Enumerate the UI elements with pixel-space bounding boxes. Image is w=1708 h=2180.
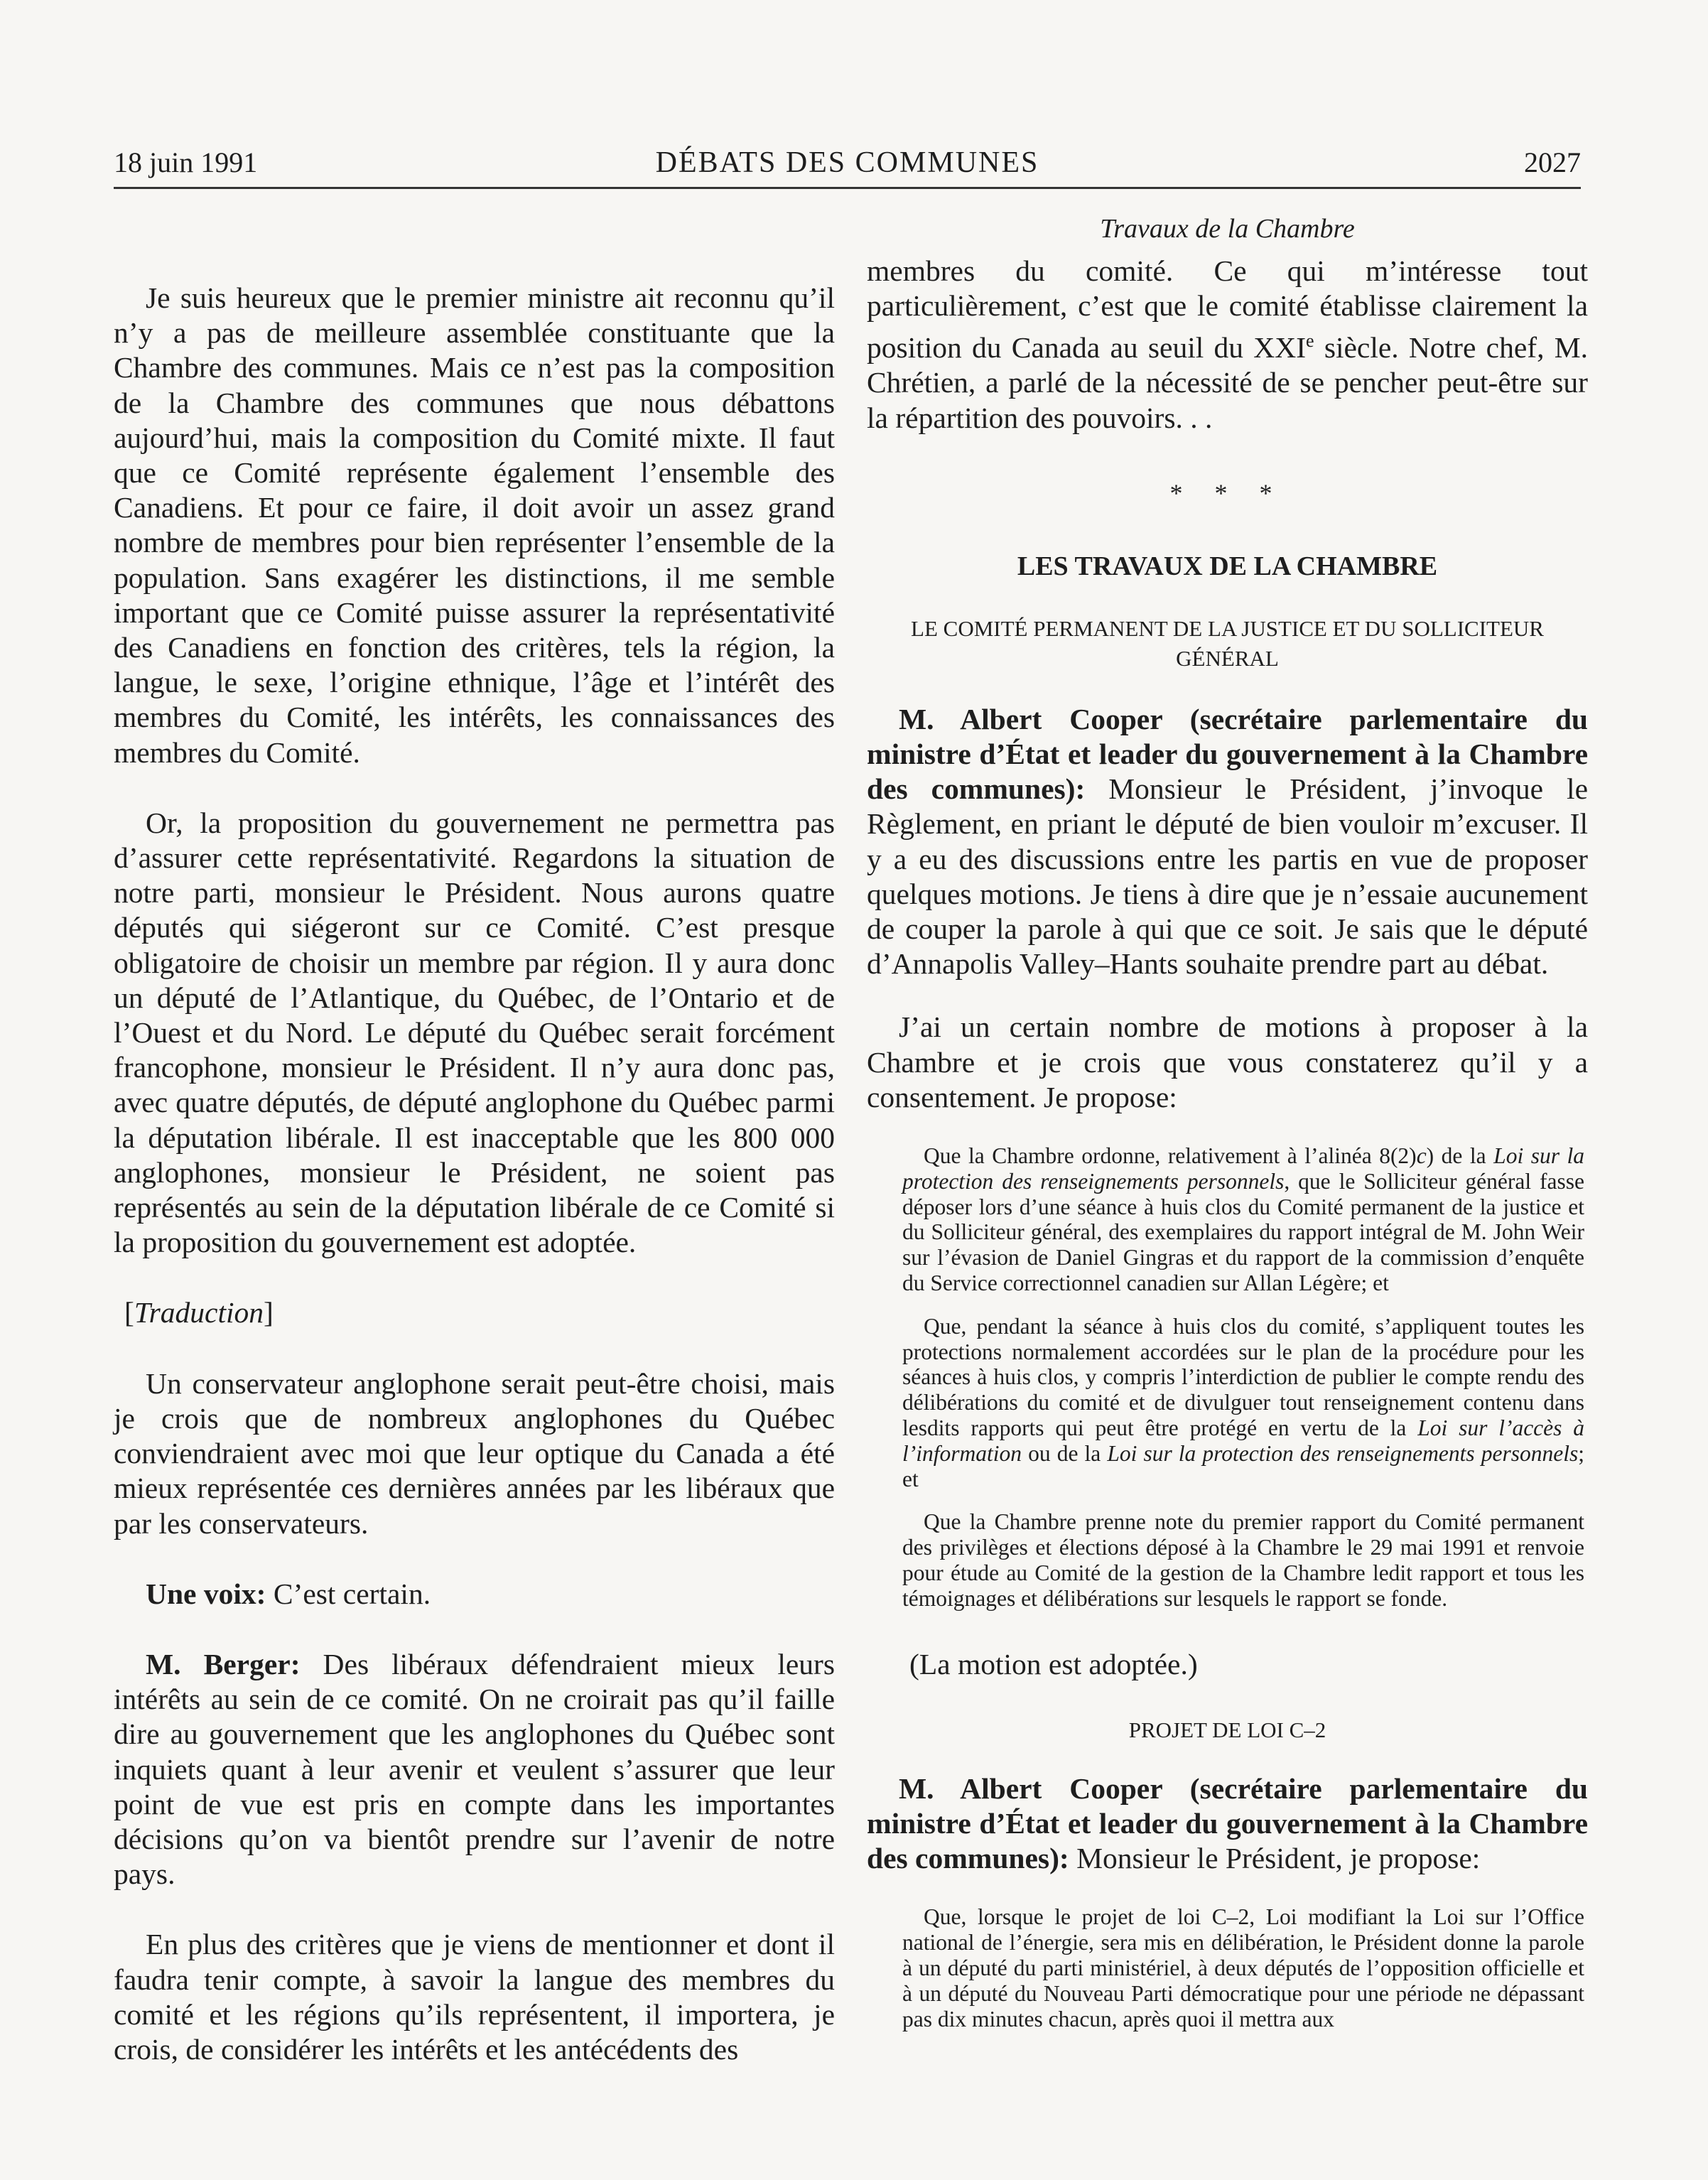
speech-text: C’est certain. — [266, 1577, 431, 1610]
paragraph — [867, 254, 1588, 436]
motion-fragment: Que la Chambre ordonne, relativement à l’alinéa 8(2) — [924, 1143, 1417, 1169]
law-title: Loi sur la protection des renseignements personnels — [902, 1143, 1584, 1194]
subsection-title: LE COMITÉ PERMANENT DE LA JUSTICE ET DU SOLLICITEUR GÉNÉRAL — [911, 615, 1544, 671]
motion-result: (La motion est adoptée.) — [909, 1647, 1198, 1680]
header-rule — [114, 187, 1581, 189]
speech-text: Monsieur le Président, j’invoque le Règlement, en priant le député de bien vouloir m’excuser. Il y a eu des discussions entre les partis en vue de proposer quelques motions. Je tiens à dire que je n’essaie aucunement de couper la parole à qui que ce soit. Je sais que le député d’Annapolis Valley–Hants souhaite prendre part au débat. — [867, 772, 1588, 981]
translation-note — [114, 1295, 835, 1330]
motion-text — [867, 1314, 1588, 1492]
speech-text: Des libéraux défendraient mieux leurs intérêts au sein de ce comité. On ne croirait pas qu’il faille dire au gouvernement que les anglophones du Québec sont inquiets quant à leur avenir et veulent s’assurer que leur point de vue est pris en compte dans les importantes décisions qu’on va bientôt prendre sur l’avenir de notre pays. — [114, 1647, 835, 1891]
motion-text — [867, 1143, 1588, 1296]
speaker-name: M. Albert Cooper (secrétaire parlementaire du ministre d’État et leader du gouvernement à la Chambre des communes): — [867, 1771, 1588, 1875]
running-head: Travaux de la Chambre — [1100, 214, 1355, 244]
paragraph: Un conservateur anglophone serait peut-être choisi, mais je crois que de nombreux anglophones du Québec conviendraient avec moi que leur optique du Canada a été mieux représentée ces dernières années par les libéraux que par les conservateurs. — [114, 1366, 835, 1540]
section-separator: * * * — [1169, 478, 1285, 507]
right-column — [867, 213, 1588, 2031]
speech — [114, 1647, 835, 1892]
paragraph: J’ai un certain nombre de motions à proposer à la Chambre et je crois que vous constaterez qu’il y a consentement. Je propose: — [867, 1010, 1588, 1113]
speaker-name: M. Berger: — [146, 1647, 301, 1680]
paragraph: Je suis heureux que le premier ministre ait reconnu qu’il n’y a pas de meilleure assemblée constituante que la Chambre des communes. Mais ce n’est pas la composition de la Chambre des communes que nous débattons aujourd’hui, mais la composition du Comité mixte. Il faut que ce Comité représente également l’ensemble des Canadiens. Et pour ce faire, il doit avoir un assez grand nombre de membres pour bien représenter l’ensemble de la population. Sans exagérer les distinctions, il me semble important que ce Comité puisse assurer la représentativité des Canadiens en fonction des critères, tels la région, la langue, le sexe, l’origine ethnique, l’âge et l’intérêt des membres du Comité, les intérêts, les connaissances des membres du Comité. — [114, 281, 835, 769]
paragraph: Or, la proposition du gouvernement ne permettra pas d’assurer cette représentativité. Regardons la situation de notre parti, monsieur le Président. Nous aurons quatre députés qui siégeront sur ce Comité. C’est presque obligatoire de choisir un membre par région. Il y aura donc un député de l’Atlantique, du Québec, de l’Ontario et de l’Ouest et du Nord. Le député du Québec serait forcément francophone, monsieur le Président. Il n’y aura donc pas, avec quatre députés, de député anglophone du Québec parmi la députation libérale. Il est inacceptable que les 800 000 anglophones, monsieur le Président, ne soient pas représentés au sein de la députation libérale de ce Comité si la proposition du gouvernement est adoptée. — [114, 806, 835, 1259]
motion-fragment: ou de la — [1022, 1440, 1108, 1466]
paragraph-text: membres du comité. Ce qui m’intéresse tout particulièrement, c’est que le comité établisse clairement la position du Canada au seuil du XXI — [867, 254, 1588, 365]
header-date: 18 juin 1991 — [114, 146, 258, 178]
law-title: Loi sur l’accès à l’information — [902, 1415, 1584, 1466]
motion-fragment: Que, pendant la séance à huis clos du comité, s’appliquent toutes les protections normalement accordées sur le plan de la procédure pour les séances à huis clos, y compris l’interdiction de publier le compte rendu des délibérations du comité et de divulguer tout renseignement contenu dans lesdits rapports qui peut être protégé en vertu de la — [902, 1313, 1584, 1441]
paragraph: En plus des critères que je viens de mentionner et dont il faudra tenir compte, à savoir la langue des membres du comité et les régions qu’ils représentent, il importera, je crois, de considérer les intérêts et les antécédents des — [114, 1928, 835, 2066]
section-title: LES TRAVAUX DE LA CHAMBRE — [1017, 551, 1438, 581]
law-title: Loi sur la protection des renseignements personnels — [1107, 1440, 1579, 1466]
superscript: e — [1306, 330, 1314, 352]
motion-fragment: ; et — [902, 1440, 1585, 1491]
motion-text: Que, lorsque le projet de loi C–2, Loi modifiant la Loi sur l’Office national de l’énergie, sera mis en délibération, le Président donne la parole à un député du parti ministériel, à deux députés de l’opposition officielle et à un député du Nouveau Parti démocratique pour une période ne dépassant pas dix minutes chacun, après quoi il mettra aux — [902, 1904, 1584, 2031]
motion-text: Que la Chambre prenne note du premier rapport du Comité permanent des privilèges et élections déposé à la Chambre le 29 mai 1991 et renvoie pour étude au Comité de la gestion de la Chambre ledit rapport et tous les témoignages et délibérations sur lesquels le rapport se fonde. — [902, 1509, 1584, 1611]
left-column — [114, 281, 835, 2067]
speaker-name: M. Albert Cooper (secrétaire parlementaire du ministre d’État et leader du gouvernement à la Chambre des communes): — [867, 702, 1588, 806]
speech — [114, 1577, 835, 1612]
speaker-name: Une voix: — [146, 1577, 266, 1610]
motion-fragment: , que le Solliciteur général fasse déposer lors d’une séance à huis clos du Comité permanent de la justice et du Solliciteur général, des exemplaires du rapport intégral de M. John Weir sur l’évasion de Daniel Gingras et du rapport de la commission d’enquête du Service correctionnel canadien sur Allan Légère; et — [902, 1168, 1584, 1296]
header-title: DÉBATS DES COMMUNES — [655, 146, 1039, 179]
paragraph-text: siècle. Notre chef, M. Chrétien, a parlé de la nécessité de se pencher peut-être sur la répartition des pouvoirs. . . — [867, 331, 1588, 434]
speech-text: Monsieur le Président, je propose: — [1069, 1842, 1481, 1875]
motion-fragment: c — [1416, 1143, 1427, 1169]
page-number: 2027 — [1524, 146, 1581, 178]
speech — [867, 702, 1588, 982]
page-header — [114, 146, 1581, 188]
bracket-open: [ — [124, 1296, 134, 1329]
motion-fragment: ) de la — [1426, 1143, 1494, 1169]
translation-word: Traduction — [134, 1296, 264, 1329]
bracket-close: ] — [264, 1296, 274, 1329]
speech — [867, 1771, 1588, 1877]
subsection-title: PROJET DE LOI C–2 — [1128, 1717, 1326, 1742]
